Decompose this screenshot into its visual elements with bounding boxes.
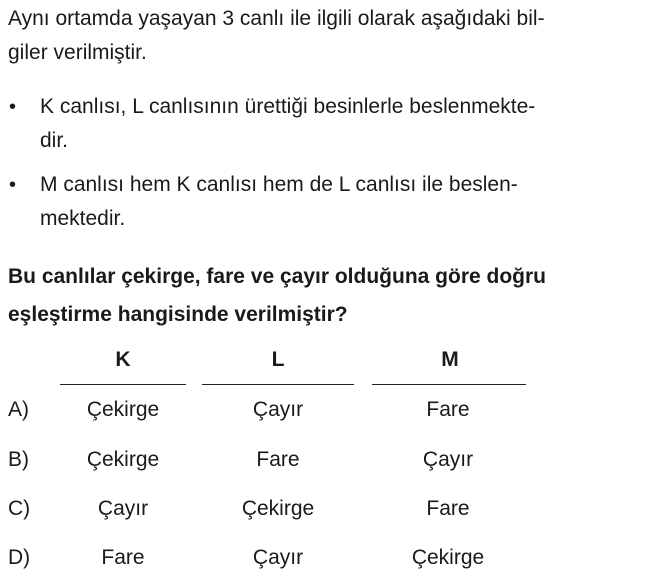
cell-l: Çayır <box>252 398 304 421</box>
column-header-k: K <box>115 348 131 371</box>
column-rule <box>372 384 526 385</box>
option-label: C) <box>8 497 31 520</box>
cell-l: Çekirge <box>241 497 315 520</box>
cell-k: Çekirge <box>86 398 160 421</box>
bullet-icon: • <box>9 174 17 196</box>
cell-m: Fare <box>426 398 470 421</box>
info-list <box>0 90 648 246</box>
info-line: K canlısı, L canlısının ürettiği besinlerle beslenmekte- <box>40 95 536 118</box>
info-line: dir. <box>40 129 69 152</box>
question-line: eşleştirme hangisinde verilmiştir? <box>8 303 348 326</box>
intro-line: giler verilmiştir. <box>8 41 147 64</box>
question-stem <box>8 258 640 334</box>
option-label: A) <box>8 398 29 421</box>
answer-option-c[interactable] <box>0 497 648 527</box>
answer-option-d[interactable] <box>0 546 648 576</box>
column-header-m: M <box>441 348 459 371</box>
info-line: M canlısı hem K canlısı hem de L canlısı ile beslen- <box>40 173 518 196</box>
option-label: D) <box>8 546 31 569</box>
info-item <box>0 90 648 158</box>
cell-l: Fare <box>256 448 300 471</box>
bullet-icon: • <box>9 96 17 118</box>
answer-table <box>0 340 648 588</box>
intro-line: Aynı ortamda yaşayan 3 canlı ile ilgili olarak aşağıdaki bil- <box>8 7 545 30</box>
question-line: Bu canlılar çekirge, fare ve çayır olduğuna göre doğru <box>8 265 546 288</box>
info-line: mektedir. <box>40 207 126 230</box>
cell-m: Fare <box>426 497 470 520</box>
info-item <box>0 168 648 236</box>
answer-option-b[interactable] <box>0 448 648 478</box>
answer-option-a[interactable] <box>0 398 648 428</box>
option-label: B) <box>8 448 29 471</box>
question-intro <box>8 2 640 70</box>
cell-k: Çekirge <box>86 448 160 471</box>
cell-k: Fare <box>101 546 145 569</box>
column-rule <box>60 384 186 385</box>
cell-m: Çekirge <box>411 546 485 569</box>
column-rule <box>202 384 354 385</box>
cell-k: Çayır <box>97 497 149 520</box>
cell-l: Çayır <box>252 546 304 569</box>
column-header-l: L <box>271 348 285 371</box>
cell-m: Çayır <box>422 448 474 471</box>
